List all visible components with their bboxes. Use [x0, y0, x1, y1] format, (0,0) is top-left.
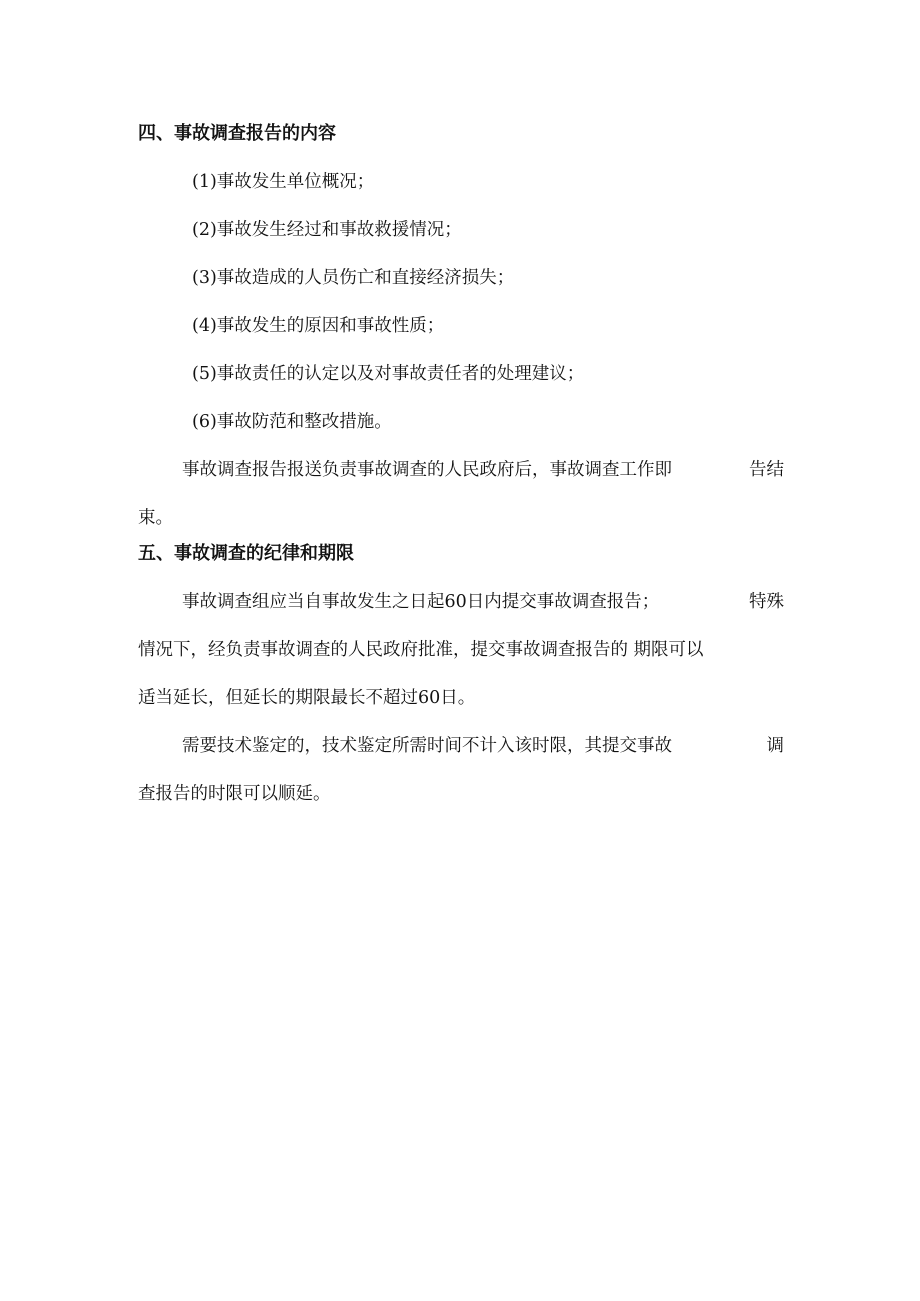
list-item-3: (3)事故造成的人员伤亡和直接经济损失；	[192, 268, 515, 288]
closing-line-1a: 事故调查报告报送负责事故调查的人民政府后，事故调查工作即	[182, 460, 672, 480]
para1-line-1b: 特殊	[749, 592, 784, 612]
list-item-6: (6)事故防范和整改措施。	[192, 412, 392, 432]
section-5-paragraph-2	[138, 722, 784, 818]
section-4-closing-paragraph	[138, 446, 784, 542]
document-body	[138, 112, 784, 818]
list-item-5: (5)事故责任的认定以及对事故责任者的处理建议；	[192, 364, 585, 384]
para1-line-2: 情况下，经负责事故调查的人民政府批准，提交事故调查报告的 期限可以	[138, 640, 704, 660]
para1-line-1a: 事故调查组应当自事故发生之日起60日内提交事故调查报告；	[182, 592, 660, 612]
section-5-heading: 五、事故调查的纪律和期限	[138, 543, 354, 564]
list-item-1: (1)事故发生单位概况；	[192, 172, 375, 192]
list-item-4: (4)事故发生的原因和事故性质；	[192, 316, 445, 336]
para2-line-1a: 需要技术鉴定的，技术鉴定所需时间不计入该时限，其提交事故	[182, 736, 672, 756]
para1-line-3: 适当延长，但延长的期限最长不超过60日。	[138, 688, 476, 708]
closing-line-2: 束。	[138, 508, 173, 528]
list-item-2: (2)事故发生经过和事故救援情况；	[192, 220, 462, 240]
section-5-paragraph-1	[138, 578, 784, 722]
para2-line-2: 查报告的时限可以顺延。	[138, 784, 331, 804]
section-4-heading: 四、事故调查报告的内容	[138, 123, 336, 144]
closing-line-1b: 告结	[749, 460, 784, 480]
para2-line-1b: 调	[766, 736, 784, 756]
